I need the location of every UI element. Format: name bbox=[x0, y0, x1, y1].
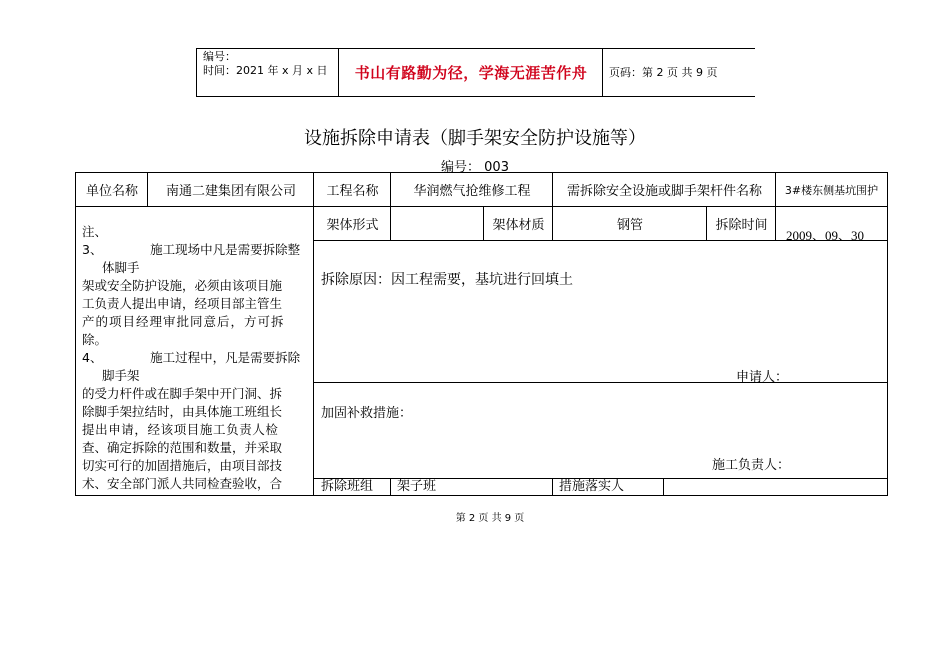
note-line: 注、 bbox=[82, 224, 108, 239]
note-line: 的受力杆件或在脚手架中开门洞、拆 bbox=[82, 386, 283, 401]
note-line: 产的项目经理审批同意后，方可拆 bbox=[82, 314, 285, 329]
implement-label: 措施落实人 bbox=[559, 479, 625, 494]
header-number-label: 编号： bbox=[203, 50, 236, 63]
team-value-cell bbox=[390, 479, 553, 496]
demolish-time-value: 2009、09、30 bbox=[786, 228, 865, 243]
implement-label-cell bbox=[552, 479, 664, 496]
construction-lead-label: 施工负责人： bbox=[712, 458, 791, 473]
note-line: 除脚手架拉结时，由具体施工班组长 bbox=[82, 404, 283, 419]
form-serial-number: 编号： 003 bbox=[441, 160, 509, 175]
note-line: 架或安全防护设施，必须由该项目施 bbox=[82, 278, 283, 293]
unit-name-value: 南通二建集团有限公司 bbox=[165, 184, 296, 199]
project-name-value-cell bbox=[390, 172, 553, 207]
reason-section bbox=[313, 241, 888, 383]
frame-material-label-cell bbox=[483, 206, 553, 241]
unit-name-label: 单位名称 bbox=[85, 184, 138, 199]
frame-material-label: 架体材质 bbox=[492, 217, 545, 233]
note-line: 工负责人提出申请，经项目部主管生 bbox=[82, 296, 283, 311]
reinforcement-label: 加固补救措施： bbox=[321, 406, 413, 421]
team-value: 架子班 bbox=[397, 479, 437, 494]
header-page-cell bbox=[602, 48, 755, 97]
note-line: 3、 施工现场中凡是需要拆除整 bbox=[82, 242, 301, 257]
page-footer bbox=[0, 509, 950, 524]
frame-material-value: 钢管 bbox=[616, 217, 643, 233]
notes-bottom-border bbox=[75, 495, 313, 496]
header-motto: 书山有路勤为径，学海无涯苦作舟 bbox=[354, 64, 588, 82]
implement-value-cell bbox=[663, 479, 888, 496]
header-page-code: 页码：第 2 页 共 9 页 bbox=[609, 66, 718, 79]
project-name-value: 华润燃气抢维修工程 bbox=[413, 184, 531, 199]
note-line: 查、确定拆除的范围和数量，并采取 bbox=[82, 440, 283, 455]
note-line: 除。 bbox=[82, 332, 108, 347]
team-label: 拆除班组 bbox=[321, 479, 374, 494]
footer-page-number: 第 2 页 共 9 页 bbox=[455, 513, 525, 524]
applicant-label: 申请人： bbox=[736, 370, 789, 385]
demolish-time-label-cell bbox=[706, 206, 776, 241]
header-motto-cell bbox=[338, 48, 603, 97]
facility-name-label-cell bbox=[552, 172, 776, 207]
demolish-time-label: 拆除时间 bbox=[715, 217, 768, 233]
note-line: 切实可行的加固措施后，由项目部技 bbox=[82, 458, 283, 473]
frame-form-value-cell bbox=[390, 206, 484, 241]
reason-text: 拆除原因：因工程需要，基坑进行回填土 bbox=[321, 272, 573, 288]
project-name-label: 工程名称 bbox=[326, 184, 379, 199]
facility-name-value: 3#楼东侧基坑围护 bbox=[784, 183, 879, 197]
notes-text bbox=[82, 223, 308, 493]
note-line: 术、安全部门派人共同检查验收，合 bbox=[82, 476, 283, 491]
team-label-cell bbox=[313, 479, 391, 496]
project-name-label-cell bbox=[313, 172, 391, 207]
page-title: 设施拆除申请表（脚手架安全防护设施等） bbox=[304, 128, 646, 149]
note-line: 提出申请，经该项目施工负责人检 bbox=[82, 422, 279, 437]
frame-form-label: 架体形式 bbox=[326, 217, 379, 233]
note-line: 体脚手 bbox=[102, 260, 140, 275]
unit-name-value-cell bbox=[147, 172, 314, 207]
unit-name-label-cell bbox=[75, 172, 148, 207]
notes-column bbox=[75, 206, 314, 496]
frame-form-label-cell bbox=[313, 206, 391, 241]
demolish-time-value-cell bbox=[775, 206, 888, 241]
facility-name-value-cell bbox=[775, 172, 888, 207]
facility-name-label: 需拆除安全设施或脚手架杆件名称 bbox=[566, 184, 762, 199]
note-line: 脚手架 bbox=[102, 368, 140, 383]
frame-material-value-cell bbox=[552, 206, 707, 241]
header-time: 时间：2021 年 x 月 x 日 bbox=[203, 64, 328, 77]
note-line: 4、 施工过程中，凡是需要拆除 bbox=[82, 350, 301, 365]
reinforcement-section bbox=[313, 383, 888, 479]
header-info-cell bbox=[196, 48, 339, 97]
